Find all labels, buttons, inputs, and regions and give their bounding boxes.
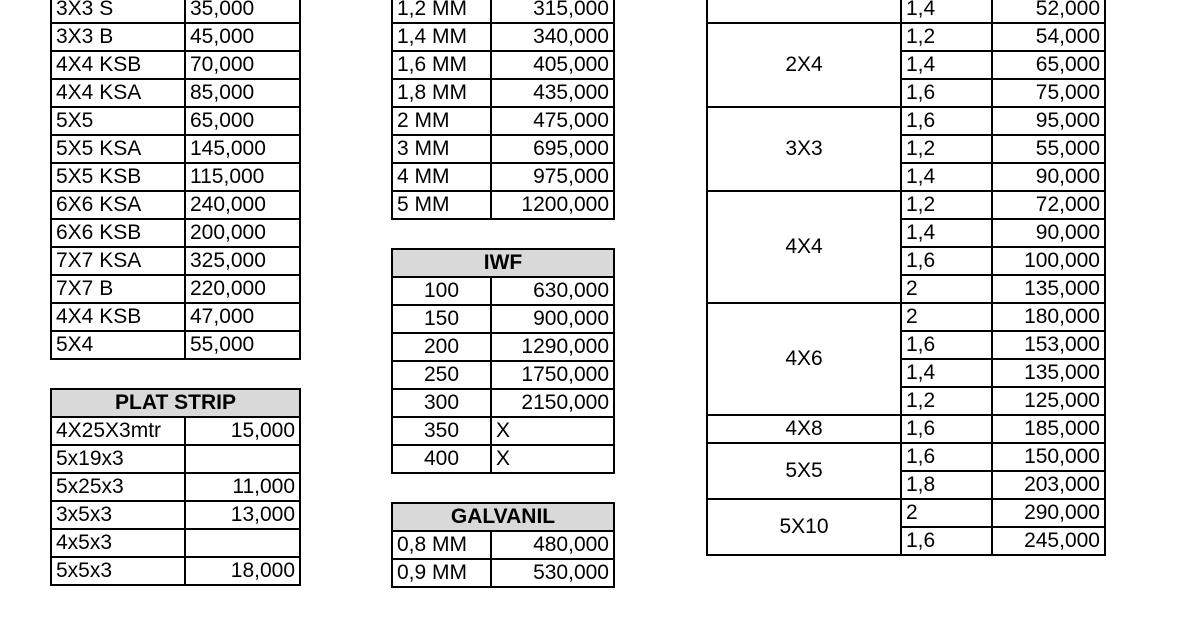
price-cell: 54,000: [992, 23, 1105, 51]
table-row: [392, 445, 614, 473]
thickness-cell: 1,2: [901, 23, 992, 51]
price-cell: 1200,000: [491, 191, 614, 219]
price-cell: 200,000: [185, 219, 300, 247]
size-cell: 4X4 KSA: [51, 79, 185, 107]
price-cell: 150,000: [992, 443, 1105, 471]
size-cell: 4X4 KSB: [51, 303, 185, 331]
size-cell: 4X6: [707, 303, 901, 415]
price-cell: 90,000: [992, 163, 1105, 191]
price-cell: 695,000: [491, 135, 614, 163]
table-row: [707, 443, 1105, 471]
price-cell: 72,000: [992, 191, 1105, 219]
thickness-cell: 1,6: [901, 79, 992, 107]
table-row: [392, 417, 614, 445]
size-cell: 5 MM: [392, 191, 491, 219]
size-cell: 400: [392, 445, 491, 473]
price-cell: 45,000: [185, 23, 300, 51]
table-row: [51, 135, 300, 163]
price-cell: 153,000: [992, 331, 1105, 359]
price-cell: 145,000: [185, 135, 300, 163]
table-row: [51, 79, 300, 107]
thickness-cell: 1,2: [901, 387, 992, 415]
thickness-cell: 1,4: [901, 51, 992, 79]
price-cell: X: [491, 445, 614, 473]
price-cell: 70,000: [185, 51, 300, 79]
price-cell: 480,000: [491, 531, 614, 559]
size-cell: 5x25x3: [51, 473, 185, 501]
plat-strip-title: PLAT STRIP: [51, 389, 300, 417]
thickness-cell: 2: [901, 303, 992, 331]
thickness-cell: 1,2: [901, 191, 992, 219]
thickness-cell: 1,6: [901, 527, 992, 555]
right-column: [706, 0, 1106, 556]
price-cell: 630,000: [491, 277, 614, 305]
table-row: [51, 501, 300, 529]
price-cell: 530,000: [491, 559, 614, 587]
price-cell: 55,000: [185, 331, 300, 359]
price-cell: 220,000: [185, 275, 300, 303]
table-row: [707, 303, 1105, 331]
thickness-cell: 1,2: [901, 135, 992, 163]
price-cell: 11,000: [185, 473, 300, 501]
table-row: [392, 333, 614, 361]
table-row: [392, 559, 614, 587]
price-cell: [185, 445, 300, 473]
price-cell: 125,000: [992, 387, 1105, 415]
price-cell: 75,000: [992, 79, 1105, 107]
price-cell: [185, 529, 300, 557]
price-cell: 1290,000: [491, 333, 614, 361]
thickness-cell: 1,6: [901, 415, 992, 443]
size-cell: [707, 0, 901, 23]
galvanil-table: [391, 502, 615, 588]
table-row: [392, 0, 614, 23]
table-row: [707, 499, 1105, 527]
size-cell: 5x5x3: [51, 557, 185, 585]
iwf-title: IWF: [392, 249, 614, 277]
size-cell: 4X4 KSB: [51, 51, 185, 79]
size-cell: 3X3 S: [51, 0, 185, 23]
size-cell: 5X5 KSB: [51, 163, 185, 191]
size-cell: 200: [392, 333, 491, 361]
price-cell: 85,000: [185, 79, 300, 107]
table-row: [51, 275, 300, 303]
size-cell: 3X3: [707, 107, 901, 191]
size-cell: 0,9 MM: [392, 559, 491, 587]
table-row: [392, 51, 614, 79]
size-cell: 3x5x3: [51, 501, 185, 529]
table-row: [51, 417, 300, 445]
price-cell: 435,000: [491, 79, 614, 107]
table-row: [392, 135, 614, 163]
price-cell: 135,000: [992, 359, 1105, 387]
table-row: [51, 51, 300, 79]
price-cell: 15,000: [185, 417, 300, 445]
size-cell: 2 MM: [392, 107, 491, 135]
thickness-cell: 1,8: [901, 471, 992, 499]
size-cell: 7X7 B: [51, 275, 185, 303]
table-row: [392, 305, 614, 333]
price-cell: 975,000: [491, 163, 614, 191]
thickness-cell: 2: [901, 275, 992, 303]
price-cell: 2150,000: [491, 389, 614, 417]
price-cell: 240,000: [185, 191, 300, 219]
price-cell: 180,000: [992, 303, 1105, 331]
middle-column: [391, 0, 615, 588]
table-row: [707, 415, 1105, 443]
size-cell: 5X10: [707, 499, 901, 555]
table-row: [51, 445, 300, 473]
size-cell: 4x5x3: [51, 529, 185, 557]
table-row: [392, 191, 614, 219]
price-cell: 65,000: [992, 51, 1105, 79]
size-cell: 5X5: [707, 443, 901, 499]
price-cell: 405,000: [491, 51, 614, 79]
table-row: [51, 557, 300, 585]
table-row: [51, 219, 300, 247]
size-cell: 2X4: [707, 23, 901, 107]
size-cell: 3 MM: [392, 135, 491, 163]
thickness-cell: 1,6: [901, 443, 992, 471]
thickness-cell: 1,6: [901, 331, 992, 359]
price-cell: 18,000: [185, 557, 300, 585]
price-cell: 475,000: [491, 107, 614, 135]
size-cell: 0,8 MM: [392, 531, 491, 559]
price-cell: 47,000: [185, 303, 300, 331]
price-cell: 55,000: [992, 135, 1105, 163]
size-cell: 4X25X3mtr: [51, 417, 185, 445]
table-row: [392, 79, 614, 107]
price-cell: 35,000: [185, 0, 300, 23]
price-cell: 185,000: [992, 415, 1105, 443]
size-cell: 1,8 MM: [392, 79, 491, 107]
thickness-cell: 1,4: [901, 163, 992, 191]
plat-strip-table: [50, 388, 301, 586]
size-cell: 4 MM: [392, 163, 491, 191]
table-row: [392, 531, 614, 559]
price-cell: 90,000: [992, 219, 1105, 247]
size-cell: 3X3 B: [51, 23, 185, 51]
price-cell: 115,000: [185, 163, 300, 191]
size-cell: 6X6 KSB: [51, 219, 185, 247]
table-row: [392, 163, 614, 191]
table-row: [51, 23, 300, 51]
size-cell: 250: [392, 361, 491, 389]
table-row: [392, 23, 614, 51]
size-cell: 5x19x3: [51, 445, 185, 473]
price-cell: 1750,000: [491, 361, 614, 389]
table-row: [392, 389, 614, 417]
thickness-cell: 1,4: [901, 0, 992, 23]
table-row: [392, 277, 614, 305]
size-cell: 4X8: [707, 415, 901, 443]
thickness-cell: 1,4: [901, 219, 992, 247]
price-cell: 65,000: [185, 107, 300, 135]
price-cell: 245,000: [992, 527, 1105, 555]
price-cell: 340,000: [491, 23, 614, 51]
table-row: [392, 107, 614, 135]
size-cell: 5X4: [51, 331, 185, 359]
price-cell: 13,000: [185, 501, 300, 529]
table-row: [707, 107, 1105, 135]
left-column: [50, 0, 301, 586]
iwf-table: [391, 248, 615, 474]
table-row: [707, 0, 1105, 23]
galvanil-title: GALVANIL: [392, 503, 614, 531]
table-row: [51, 473, 300, 501]
table-row: [392, 361, 614, 389]
steel-size-table: [50, 0, 301, 360]
size-cell: 7X7 KSA: [51, 247, 185, 275]
table-row: [51, 529, 300, 557]
price-cell: 100,000: [992, 247, 1105, 275]
plate-thickness-table: [391, 0, 615, 220]
price-cell: 290,000: [992, 499, 1105, 527]
table-row: [51, 0, 300, 23]
size-cell: 1,2 MM: [392, 0, 491, 23]
price-cell: 95,000: [992, 107, 1105, 135]
price-cell: 135,000: [992, 275, 1105, 303]
hollow-table: [706, 0, 1106, 556]
table-row: [707, 23, 1105, 51]
price-cell: 900,000: [491, 305, 614, 333]
table-row: [51, 163, 300, 191]
size-cell: 1,6 MM: [392, 51, 491, 79]
size-cell: 300: [392, 389, 491, 417]
size-cell: 1,4 MM: [392, 23, 491, 51]
size-cell: 4X4: [707, 191, 901, 303]
price-cell: 315,000: [491, 0, 614, 23]
table-row: [51, 303, 300, 331]
table-row: [51, 331, 300, 359]
thickness-cell: 1,6: [901, 247, 992, 275]
size-cell: 350: [392, 417, 491, 445]
size-cell: 100: [392, 277, 491, 305]
table-row: [707, 191, 1105, 219]
table-row: [51, 107, 300, 135]
table-row: [51, 191, 300, 219]
price-cell: 203,000: [992, 471, 1105, 499]
size-cell: 5X5: [51, 107, 185, 135]
thickness-cell: 1,4: [901, 359, 992, 387]
price-cell: 325,000: [185, 247, 300, 275]
size-cell: 6X6 KSA: [51, 191, 185, 219]
table-row: [51, 247, 300, 275]
price-cell: X: [491, 417, 614, 445]
size-cell: 150: [392, 305, 491, 333]
thickness-cell: 2: [901, 499, 992, 527]
size-cell: 5X5 KSA: [51, 135, 185, 163]
price-cell: 52,000: [992, 0, 1105, 23]
thickness-cell: 1,6: [901, 107, 992, 135]
